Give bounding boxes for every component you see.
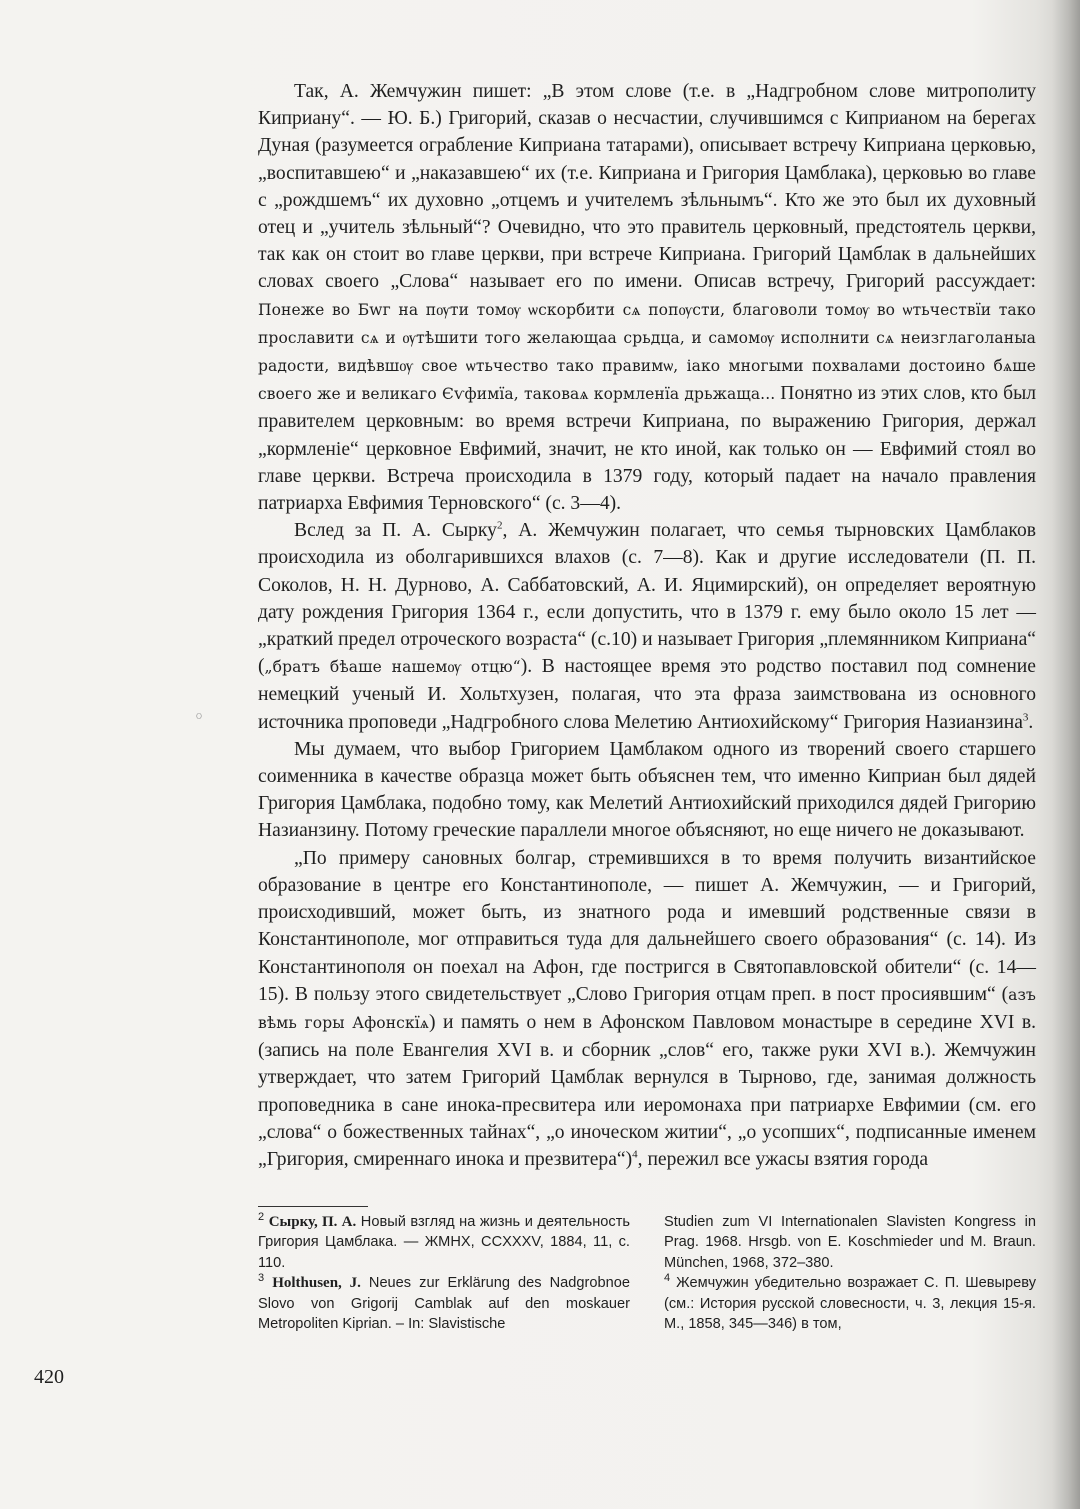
page-number: 420 xyxy=(34,1366,64,1388)
footnote-3-text: Neues zur Erklärung des Nadgrobnoe Slovo von Grigorij Camblak auf den moskauer Metropoliten Kiprian. – In: Slavistische xyxy=(258,1275,630,1333)
margin-speck: ଠ xyxy=(196,711,203,721)
footnote-3-continuation: Studien zum VI Internationalen Slavisten Kongress in Prag. 1968. Hrsgb. von E. Koschmieder und M. Braun. München, 1968, 372–380. xyxy=(664,1214,1036,1271)
paragraph-3-text: Мы думаем, что выбор Григорием Цамблаком одного из творений своего старшего соименника в качестве образца может быть объяснен тем, что именно Киприан был дядей Григория Цамблака, подобно тому, как Мелетий Антиохийский приходился дядей Григорию Назианзину. Потому греческие параллели многое объясняют, но еще ничего не доказывают. xyxy=(258,738,1036,842)
paragraph-2-text: Вслед за П. А. Сырку xyxy=(294,520,497,542)
footnote-divider xyxy=(258,1206,368,1207)
footnote-3 xyxy=(258,1273,630,1334)
main-text xyxy=(258,78,1036,1173)
church-slavonic-quote: „братъ бѣаше нашемѹ отцю“ xyxy=(264,658,521,677)
footnote-3-author: Holthusen, J. xyxy=(272,1275,361,1292)
paragraph-4 xyxy=(258,845,1036,1173)
paragraph-2-end: . xyxy=(1028,711,1034,733)
paragraph-2 xyxy=(258,517,1036,736)
footnote-2-text: Новый взгляд на жизнь и деятельность Григория Цамблака. — ЖМНХ, CCXXXV, 1884, 11, с. 110. xyxy=(258,1214,630,1271)
church-slavonic-quote: азъ вѣмь горы Афонскїѧ xyxy=(258,985,1036,1032)
paragraph-4-middle: ) и память о нем в Афонском Павловом монастыре в середине XVI в. (запись на поле Евангелия XVI в. и сборник „слов“ его, также руки XVI в.). Жемчужин утверждает, что затем Григорий Цамблак вернулся в Тырново, где, занимая должность проповедника в сане инока-пресвитера или иеромонаха при патриархе Евфимии (см. его „слова“ о божественных тайнах“, „о иноческом житии“, „о усопших“, подписанные именем „Григория, смиреннаго инока и презвитера“) xyxy=(258,1011,1036,1170)
paragraph-1 xyxy=(258,78,1036,517)
footnote-4-number: 4 xyxy=(664,1272,671,1285)
paragraph-1-text: Так, А. Жемчужин пишет: „В этом слове (т.е. в „Надгробном слове митрополиту Киприану“. — Ю. Б.) Григорий, сказав о несчастии, случившимся с Киприаном на берегах Дуная (разумеется ограбление Киприана татарами), описывает встречу Киприана церковью, „воспитавшею“ и „наказавшею“ их (т.е. Киприана и Григория Цамблака), церковью во главе с „рождшемъ“ их духовно „отцемъ и учителемъ зѣльнымъ“. Кто же это был их духовный отец и „учитель зѣльный“? Очевидно, что это правитель церковный, предстоятель церкви, так как он стоит во главе церкви, при встрече Киприана. Григорий Цамблак в дальнейших словах своего „Слова“ называет его по имени. Описав встречу, Григорий рассуждает: xyxy=(258,81,1036,293)
church-slavonic-quote: Понеже во Бwг на пѹти томѹ ѡскорбити сѧ попѹсти, благоволи томѹ во ѡтьчествїи тако прославити сѧ и ѹтѣшити того желающаа срьдца, и самомѹ исполнити сѧ неизглаголаныа радости, видѣвшѹ свое ѡтьчество тако правимѡ, іако многыми похвалами достоино бѧше своего же и великаго Єѵфимїа, таковаѧ кормленїа дрьжаща... xyxy=(258,300,1036,404)
footnotes-right-column xyxy=(664,1212,1036,1334)
footnote-ref-3: 3 xyxy=(1022,711,1029,724)
footnote-ref-4: 4 xyxy=(632,1148,638,1161)
footnote-2 xyxy=(258,1212,630,1273)
paragraph-1-continuation: Понятно из этих слов, кто был правителем церковным: во время встречи Киприана, по выражению Григория, держал „кормленіе“ церковное Евфимий, значит, не кто иной, как только он — Евфимий стоял во главе церкви. Встреча происходила в 1379 году, который падает на начало правления патриарха Евфимия Терновского“ (с. 3—4). xyxy=(258,383,1037,515)
footnote-ref-2: 2 xyxy=(496,519,503,532)
footnote-3-number: 3 xyxy=(258,1272,265,1285)
footnote-2-number: 2 xyxy=(258,1211,265,1224)
footnote-2-author: Сырку, П. А. xyxy=(268,1214,357,1230)
footnote-4 xyxy=(664,1273,1036,1334)
footnote-4-text: Жемчужин убедительно возражает С. П. Шевыреву (см.: История русской словесности, ч. 3, лекция 15-я. М., 1858, 345—346) в том, xyxy=(664,1275,1036,1333)
page-gutter-shadow xyxy=(1052,0,1080,1509)
footnotes-left-column xyxy=(258,1212,630,1334)
paragraph-2-middle: , А. Жемчужин полагает, что семья тырновских Цамблаков происходила из оболгарившихся влахов (с. 7—8). Как и другие исследователи (П. П. Соколов, Н. Н. Дурново, А. Саббатовский, А. И. Яцимирский), он определяет вероятную дату рождения Григория 1364 г., если допустить, что в 1379 г. ему было около 15 лет — „краткий предел отроческого возраста“ (с.10) и называет Григория „племянником Киприана“ ( xyxy=(258,520,1036,678)
paragraph-4-continuation: , пережил все ужасы взятия города xyxy=(637,1148,929,1170)
paragraph-2-continuation: ). В настоящее время это родство поставил под сомнение немецкий ученый И. Хольтхузен, полагая, что эта фраза заимствована из основного источника проповеди „Надгробного слова Мелетию Антиохийскому“ Григория Назианзина xyxy=(258,656,1036,733)
paragraph-3 xyxy=(258,736,1036,845)
paragraph-4-text: „По примеру сановных болгар, стремившихся в то время получить византийское образование в центре его Константинополе, — пишет А. Жемчужин, — и Григорий, происходивший, может быть, из знатного рода и имевший родственные связи в Константинополе, мог отправиться туда для дальнейшего своего образования“ (с. 14). Из Константинополя он поехал на Афон, где постригся в Святопавловской обители“ (с. 14—15). В пользу этого свидетельствует „Слово Григория отцам преп. в пост просиявшим“ ( xyxy=(258,847,1036,1005)
footnotes xyxy=(258,1212,1036,1334)
